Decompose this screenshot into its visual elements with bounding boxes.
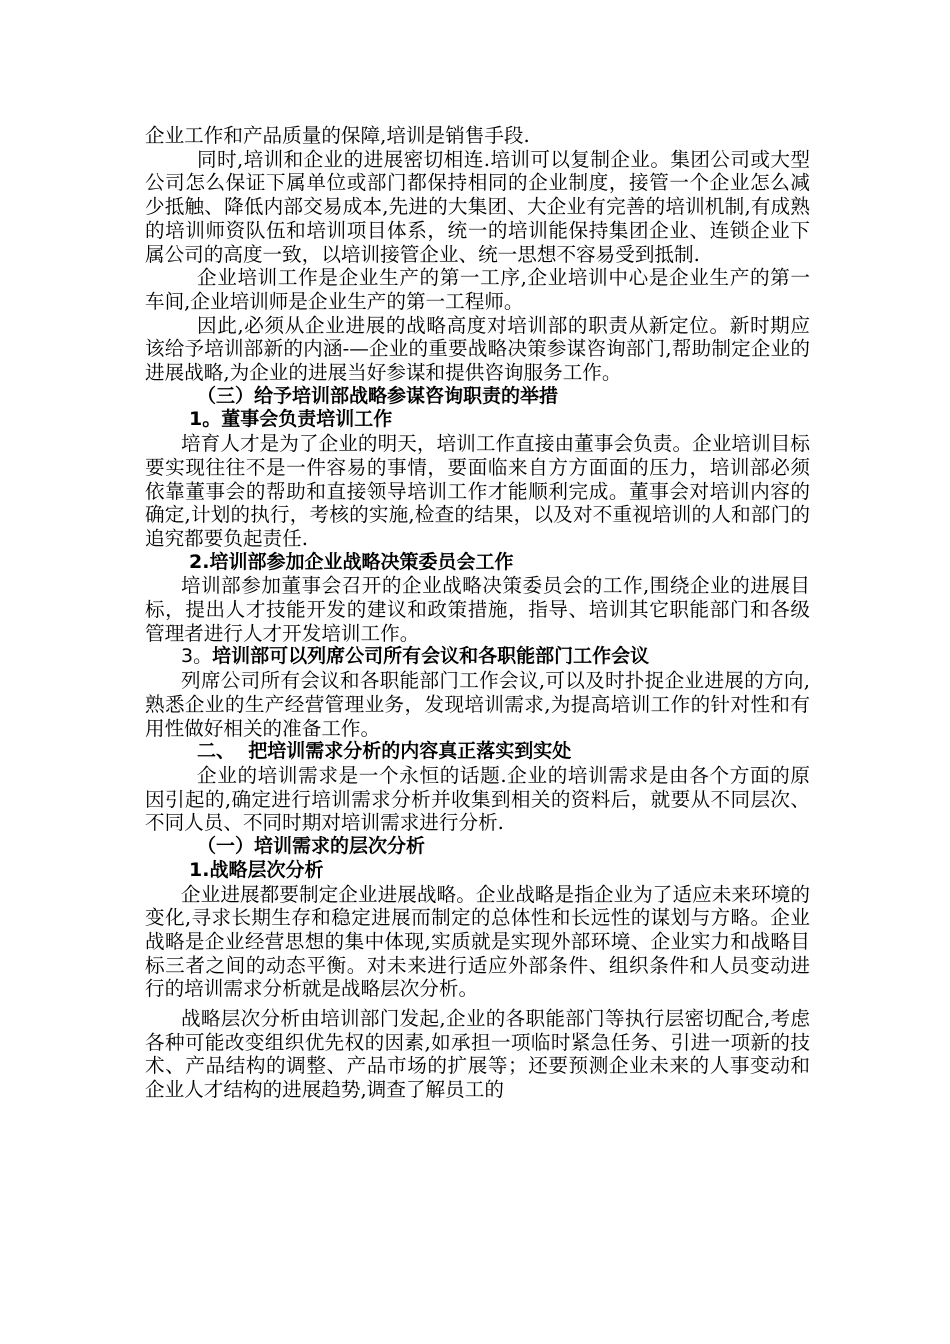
paragraph: 培训部参加董事会召开的企业战略决策委员会的工作,围绕企业的进展目标，提出人才技能开发的建议和政策措施，指导、培训其它职能部门和各级管理者进行人才开发培训工作。 — [145, 574, 810, 645]
subsection-heading: 1.战略层次分析 — [189, 858, 324, 881]
paragraph: 战略层次分析由培训部门发起,企业的各职能部门等执行层密切配合,考虑各种可能改变组织优先权的因素,如承担一项临时紧急任务、引进一项新的技术、产品结构的调整、产品市场的扩展等；还要预测企业未来的人事变动和企业人才结构的进展趋势,调查了解员工的 — [145, 1007, 810, 1102]
section-heading: 二、 把培训需求分析的内容真正落实到实处 — [197, 740, 572, 763]
paragraph: 因此,必须从企业进展的战略高度对培训部的职责从新定位。新时期应该给予培训部新的内涵-—企业的重要战略决策参谋咨询部门,帮助制定企业的进展战略,为企业的进展当好参谋和提供咨询服务工作。 — [145, 313, 810, 385]
paragraph: 企业的培训需求是一个永恒的话题.企业的培训需求是由各个方面的原因引起的,确定进行培训需求分析并收集到相关的资料后，就要从不同层次、不同人员、不同时期对培训需求进行分析. — [145, 763, 810, 835]
subsection-heading: 1。董事会负责培训工作 — [189, 408, 393, 431]
paragraph: 列席公司所有会议和各职能部门工作会议,可以及时扑捉企业进展的方向,熟悉企业的生产经营管理业务，发现培训需求,为提高培训工作的针对性和有用性做好相关的准备工作。 — [145, 669, 810, 740]
paragraph: 培育人才是为了企业的明天，培训工作直接由董事会负责。企业培训目标要实现往往不是一件容易的事情，要面临来自方方面面的压力，培训部必须依靠董事会的帮助和直接领导培训工作才能顺利完成。董事会对培训内容的确定,计划的执行，考核的实施,检查的结果，以及对不重视培训的人和部门的追究都要负起责任. — [145, 432, 810, 550]
paragraph: 企业进展都要制定企业进展战略。企业战略是指企业为了适应未来环境的变化,寻求长期生存和稳定进展而制定的总体性和长远性的谋划与方略。企业战略是企业经营思想的集中体现,实质就是实现外部环境、企业实力和战略目标三者之间的动态平衡。对未来进行适应外部条件、组织条件和人员变动进行的培训需求分析就是战略层次分析。 — [145, 882, 810, 1001]
paragraph: 同时,培训和企业的进展密切相连.培训可以复制企业。集团公司或大型公司怎么保证下属单位或部门都保持相同的企业制度，接管一个企业怎么减少抵触、降低内部交易成本,先进的大集团、大企业有完善的培训机制,有成熟的培训师资队伍和培训项目体系，统一的培训能保持集团企业、连锁企业下属公司的高度一致，以培训接管企业、统一思想不容易受到抵制. — [145, 147, 810, 266]
paragraph: 企业工作和产品质量的保障,培训是销售手段. — [145, 124, 530, 147]
subsection-title: 培训部可以列席公司所有会议和各职能部门工作会议 — [212, 645, 650, 668]
paragraph: 企业培训工作是企业生产的第一工序,企业培训中心是企业生产的第一车间,企业培训师是企业生产的第一工程师。 — [145, 266, 810, 313]
section-heading: （一）培训需求的层次分析 — [197, 835, 426, 858]
subsection-number: 3。 — [181, 645, 213, 668]
section-heading: （三）给予培训部战略参谋咨询职责的举措 — [197, 384, 559, 407]
subsection-heading — [145, 645, 810, 669]
document-page — [145, 124, 810, 1102]
subsection-heading: 2.培训部参加企业战略决策委员会工作 — [189, 550, 514, 573]
